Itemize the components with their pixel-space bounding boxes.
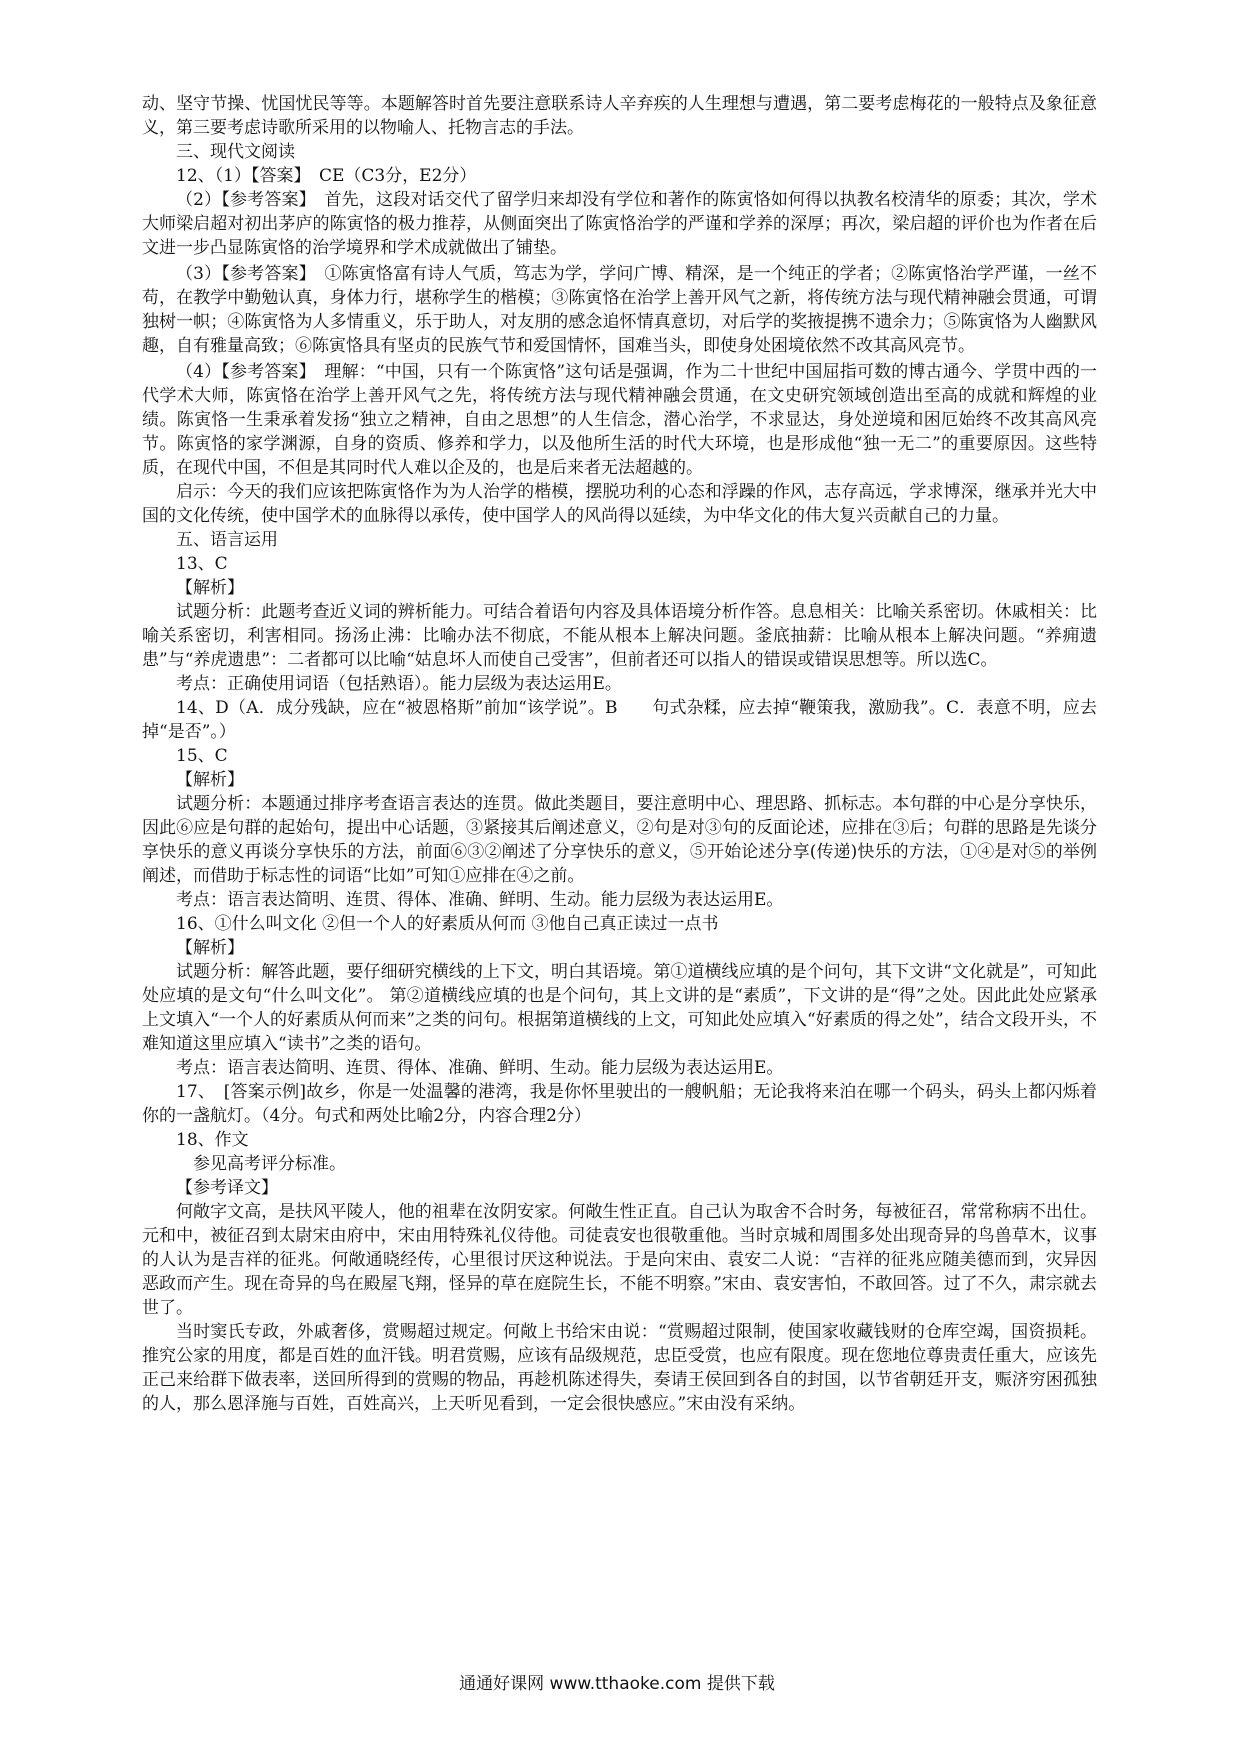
paragraph: 试题分析：解答此题，要仔细研究横线的上下文，明白其语境。第①道横线应填的是个问句，其下文讲“文化就是”，可知此处应填的是文句“什么叫文化”。 第②道横线应填的也是个问句，其上文讲的是“素质”，下文讲的是“得”之处。因此此处应紧承上文填入“一个人的好素质从何而来”之类的问句。根据第道横线的上文，可知此处应填入“好素质的得之处”，结合文段开头，不难知道这里应填入“读书”之类的语句。 (142, 962, 1097, 1054)
paragraph: 何敞字文高，是扶风平陵人，他的祖辈在汝阴安家。何敞生性正直。自己认为取舍不合时务，每被征召，常常称病不出仕。元和中，被征召到太尉宋由府中，宋由用特殊礼仪待他。司徒袁安也很敬重他。当时京城和周围多处出现奇异的鸟兽草木，议事的人认为是吉祥的征兆。何敞通晓经传，心里很讨厌这种说法。于是向宋由、袁安二人说：“吉祥的征兆应随美德而到，灾异因恶政而产生。现在奇异的鸟在殿屋飞翔，怪异的草在庭院生长，不能不明察。”宋由、袁安害怕，不敢回答。过了不久，肃宗就去世了。 (142, 1202, 1097, 1318)
paragraph: 14、D（A．成分残缺，应在“被恩格斯”前加“该学说”。B 句式杂糅，应去掉“鞭策我，激励我”。C．表意不明，应去掉“是否”。） (142, 698, 1097, 742)
analysis-label: 【解析】 (176, 770, 244, 790)
answer-line: 13、C (176, 554, 228, 574)
paragraph: 考点：正确使用词语（包括熟语）。能力层级为表达运用E。 (176, 674, 622, 694)
answer-line: 18、作文 (176, 1130, 249, 1150)
paragraph: （2）【参考答案】 首先，这段对话交代了留学归来却没有学位和著作的陈寅恪如何得以执教名校清华的原委；其次，学术大师梁启超对初出茅庐的陈寅恪的极力推荐，从侧面突出了陈寅恪治学的严谨和学养的深厚；再次，梁启超的评价也为作者在后文进一步凸显陈寅恪的治学境界和学术成就做出了铺垫。 (142, 190, 1097, 258)
paragraph: 参见高考评分标准。 (193, 1154, 346, 1174)
paragraph: 动、坚守节操、忧国忧民等等。本题解答时首先要注意联系诗人辛弃疾的人生理想与遭遇，第二要考虑梅花的一般特点及象征意义，第三要考虑诗歌所采用的以物喻人、托物言志的手法。 (142, 94, 1097, 138)
paragraph: 试题分析：本题通过排序考查语言表达的连贯。做此类题目，要注意明中心、理思路、抓标志。本句群的中心是分享快乐，因此⑥应是句群的起始句，提出中心话题，③紧接其后阐述意义，②句是对③句的反面论述，应排在③后；句群的思路是先谈分享快乐的意义再谈分享快乐的方法，前面⑥③②阐述了分享快乐的意义，⑤开始论述分享(传递)快乐的方法，①④是对⑤的举例阐述，而借助于标志性的词语“比如”可知①应排在④之前。 (142, 794, 1097, 886)
paragraph: 当时窦氏专政，外戚奢侈，赏赐超过规定。何敞上书给宋由说：“赏赐超过限制，使国家收藏钱财的仓库空竭，国资损耗。推究公家的用度，都是百姓的血汗钱。明君赏赐，应该有品级规范，忠臣受赏，也应有限度。现在您地位尊贵责任重大，应该先正己来给群下做表率，送回所得到的赏赐的物品，再趁机陈述得失，奏请王侯回到各自的封国，以节省朝廷开支，赈济穷困孤独的人，那么恩泽施与百姓，百姓高兴，上天听见看到，一定会很快感应。”宋由没有采纳。 (142, 1322, 1097, 1414)
translation-label: 【参考译文】 (176, 1178, 278, 1198)
section-heading: 五、语言运用 (176, 530, 278, 550)
paragraph: 试题分析：此题考查近义词的辨析能力。可结合着语句内容及具体语境分析作答。息息相关：比喻关系密切。休戚相关：比喻关系密切，利害相同。扬汤止沸：比喻办法不彻底，不能从根本上解决问题。釜底抽薪：比喻从根本上解决问题。“养痈遗患”与“养虎遗患”：二者都可以比喻“姑息坏人而使自己受害”，但前者还可以指人的错误或错误思想等。所以选C。 (142, 602, 1097, 670)
analysis-label: 【解析】 (176, 578, 244, 598)
answer-line: 15、C (176, 746, 228, 766)
paragraph: 考点：语言表达简明、连贯、得体、准确、鲜明、生动。能力层级为表达运用E。 (176, 890, 784, 910)
analysis-label: 【解析】 (176, 938, 244, 958)
answer-line: 16、①什么叫文化 ②但一个人的好素质从何而 ③他自己真正读过一点书 (176, 914, 719, 934)
paragraph: 考点：语言表达简明、连贯、得体、准确、鲜明、生动。能力层级为表达运用E。 (176, 1058, 784, 1078)
answer-line: 12、（1）【答案】 CE（C3分，E2分） (176, 166, 477, 186)
footer-credit: 通通好课网 www.tthaoke.com 提供下载 (459, 1674, 775, 1694)
document-body (142, 92, 1097, 1416)
paragraph: （3）【参考答案】 ①陈寅恪富有诗人气质，笃志为学，学问广博、精深，是一个纯正的学者；②陈寅恪治学严谨，一丝不苟，在教学中勤勉认真，身体力行，堪称学生的楷模；③陈寅恪在治学上善开风气之新，将传统方法与现代精神融会贯通，可谓独树一帜；④陈寅恪为人多情重义，乐于助人，对友朋的感念追怀情真意切，对后学的奖掖提携不遗余力；⑤陈寅恪为人幽默风趣，自有雅量高致；⑥陈寅恪具有坚贞的民族气节和爱国情怀，国难当头，即使身处困境依然不改其高风亮节。 (142, 264, 1097, 356)
paragraph: 启示：今天的我们应该把陈寅恪作为为人治学的楷模，摆脱功利的心态和浮躁的作风，志存高远，学求博深，继承并光大中国的文化传统，使中国学术的血脉得以承传，使中国学人的风尚得以延续，为中华文化的伟大复兴贡献自己的力量。 (142, 482, 1097, 526)
section-heading: 三、现代文阅读 (176, 142, 295, 162)
paragraph: 17、 [答案示例]故乡，你是一处温馨的港湾，我是你怀里驶出的一艘帆船；无论我将来泊在哪一个码头，码头上都闪烁着你的一盏航灯。（4分。句式和两处比喻2分，内容合理2分） (142, 1082, 1097, 1126)
paragraph: （4）【参考答案】 理解：“中国，只有一个陈寅恪”这句话是强调，作为二十世纪中国屈指可数的博古通今、学贯中西的一代学术大师，陈寅恪在治学上善开风气之先，将传统方法与现代精神融会贯通，在文史研究领域创造出至高的成就和辉煌的业绩。陈寅恪一生秉承着发扬“独立之精神，自由之思想”的人生信念，潜心治学，不求显达，身处逆境和困厄始终不改其高风亮节。陈寅恪的家学渊源，自身的资质、修养和学力，以及他所生活的时代大环境，也是形成他“独一无二”的重要原因。这些特质，在现代中国，不但是其同时代人难以企及的，也是后来者无法超越的。 (142, 362, 1097, 478)
